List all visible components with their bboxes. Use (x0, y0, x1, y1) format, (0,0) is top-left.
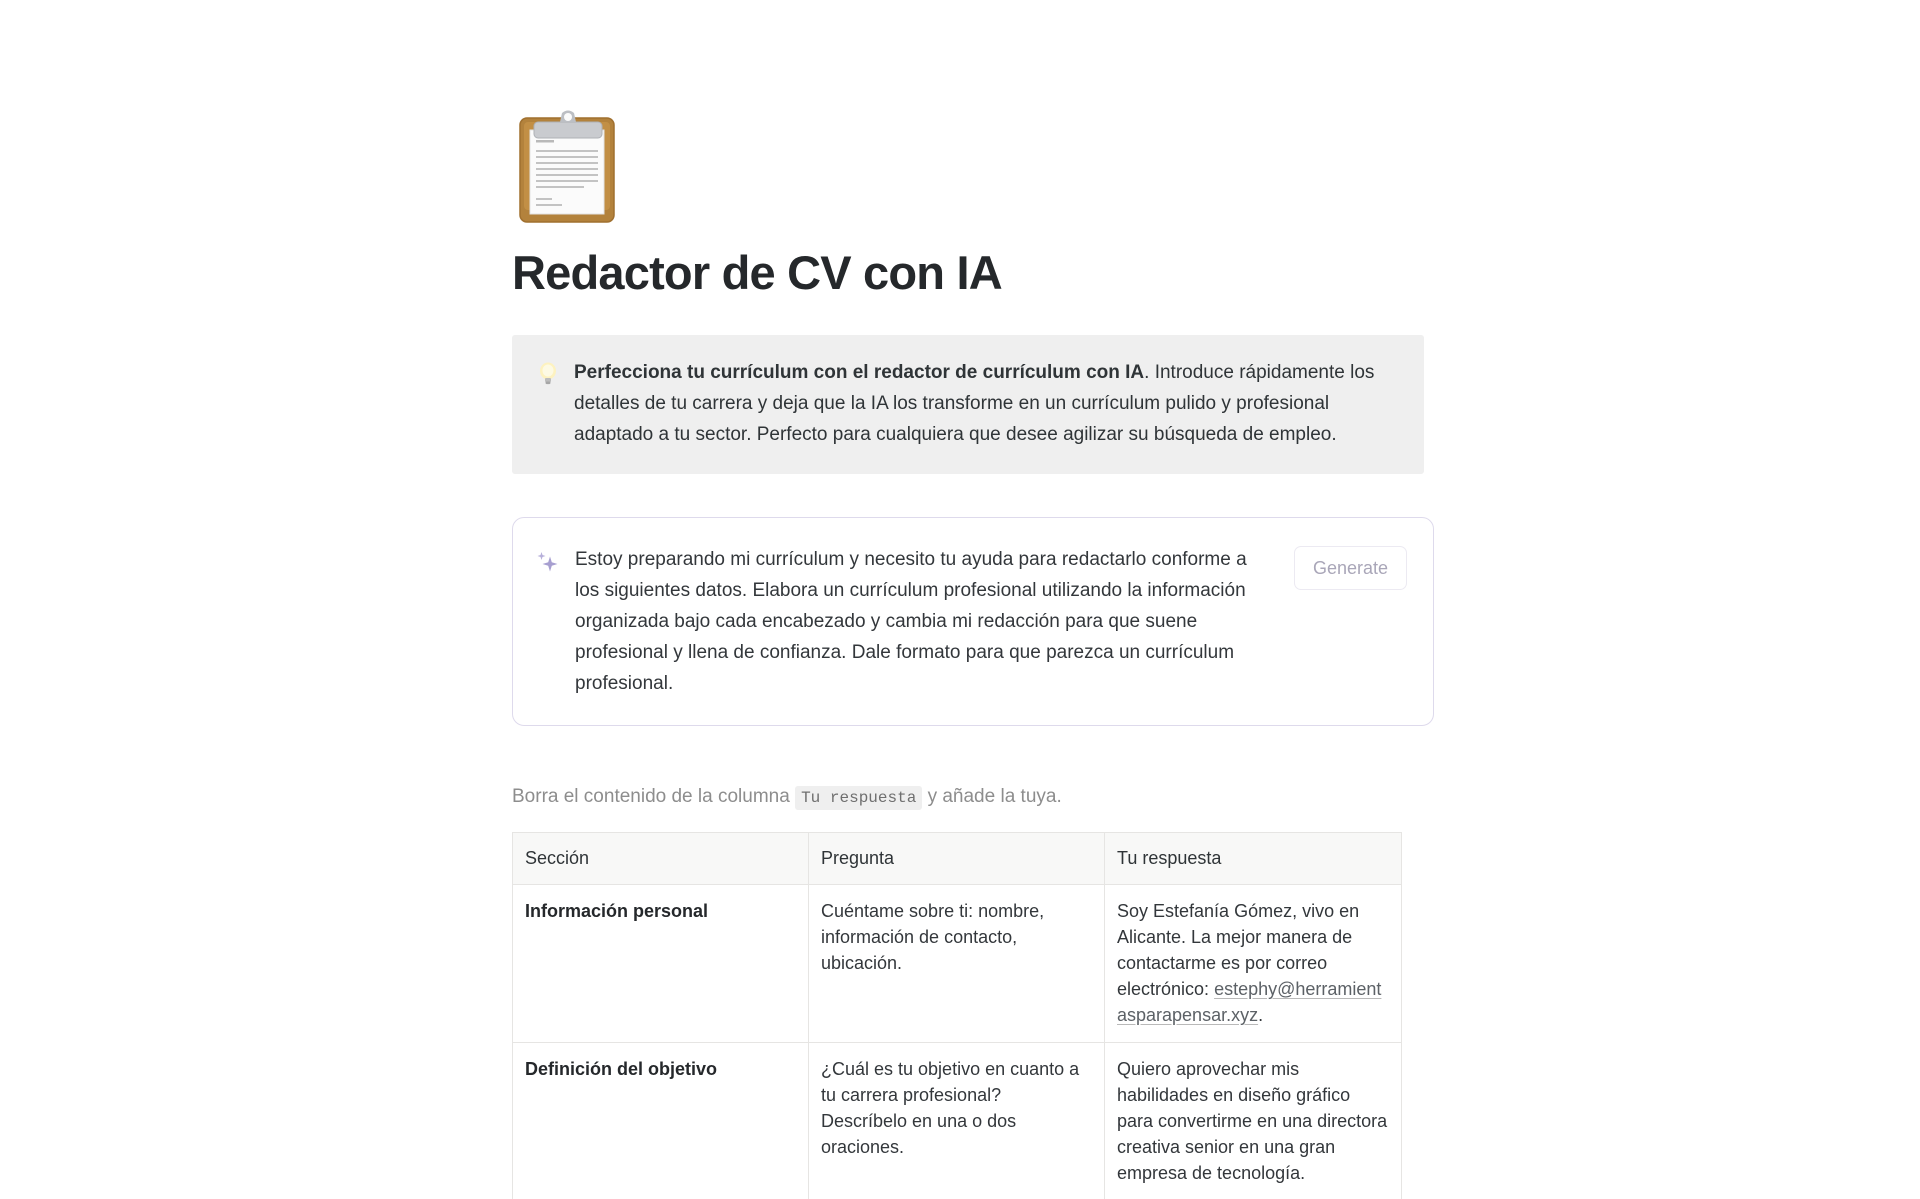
callout-text (574, 357, 1396, 450)
prompt-text[interactable]: Estoy preparando mi currículum y necesito tu ayuda para redactarlo conforme a los siguientes datos. Elabora un currículum profesional utilizando la información organizada bajo cada encabezado y cambia mi redacción para que suene profesional y llena de confianza. Dale formato para que parezca un currículum profesional. (575, 549, 1247, 695)
cell-question[interactable]: ¿Cuál es tu objetivo en cuanto a tu carrera profesional? Descríbelo en una o dos oraciones. (809, 1043, 1105, 1199)
clipboard-emoji (512, 108, 624, 228)
ai-prompt-card[interactable] (512, 517, 1434, 726)
content-column (512, 0, 1424, 1199)
table-header-row (513, 832, 1402, 884)
answer-text: Soy Estefanía Gómez, vivo en Alicante. La mejor manera de contactarme es por correo electrónico: (1117, 901, 1360, 1000)
callout-bold-lead: Perfecciona tu currículum con el redactor de currículum con IA (574, 362, 1145, 384)
table-row[interactable] (513, 885, 1402, 1043)
answer-text: Quiero aprovechar mis habilidades en diseño gráfico para convertirme en una directora creativa senior en una gran empresa de tecnología. (1117, 1059, 1388, 1184)
helper-inline-code: Tu respuesta (795, 786, 922, 810)
column-header-pregunta: Pregunta (809, 832, 1105, 884)
cell-section[interactable]: Información personal (513, 885, 809, 1043)
cell-section[interactable]: Definición del objetivo (513, 1043, 809, 1199)
column-header-seccion: Sección (513, 832, 809, 884)
cv-questions-table (512, 832, 1402, 1199)
callout-body: . Introduce rápidamente los detalles de tu carrera y deja que la IA los transforme en un currículum pulido y profesional adaptado a tu sector. Perfecto para cualquiera que desee agilizar su búsqueda de empleo. (574, 362, 1375, 446)
helper-before: Borra el contenido de la columna (512, 786, 790, 808)
sparkle-icon (535, 550, 561, 576)
cell-answer[interactable] (1105, 885, 1402, 1043)
generate-button[interactable]: Generate (1294, 546, 1407, 590)
page-title: Redactor de CV con IA (512, 246, 1002, 299)
helper-instruction (512, 784, 1424, 811)
email-link[interactable]: estephy@herramientasparapensar.xyz (1117, 979, 1382, 1026)
helper-after: y añade la tuya. (927, 786, 1062, 808)
info-callout (512, 335, 1424, 474)
column-header-tu-respuesta: Tu respuesta (1105, 832, 1402, 884)
table-head (513, 832, 1402, 884)
answer-text-tail: . (1258, 1005, 1264, 1026)
cell-question[interactable]: Cuéntame sobre ti: nombre, información de contacto, ubicación. (809, 885, 1105, 1043)
lightbulb-icon (536, 361, 560, 387)
table-body (513, 885, 1402, 1199)
cell-answer[interactable] (1105, 1043, 1402, 1199)
table-row[interactable] (513, 1043, 1402, 1199)
